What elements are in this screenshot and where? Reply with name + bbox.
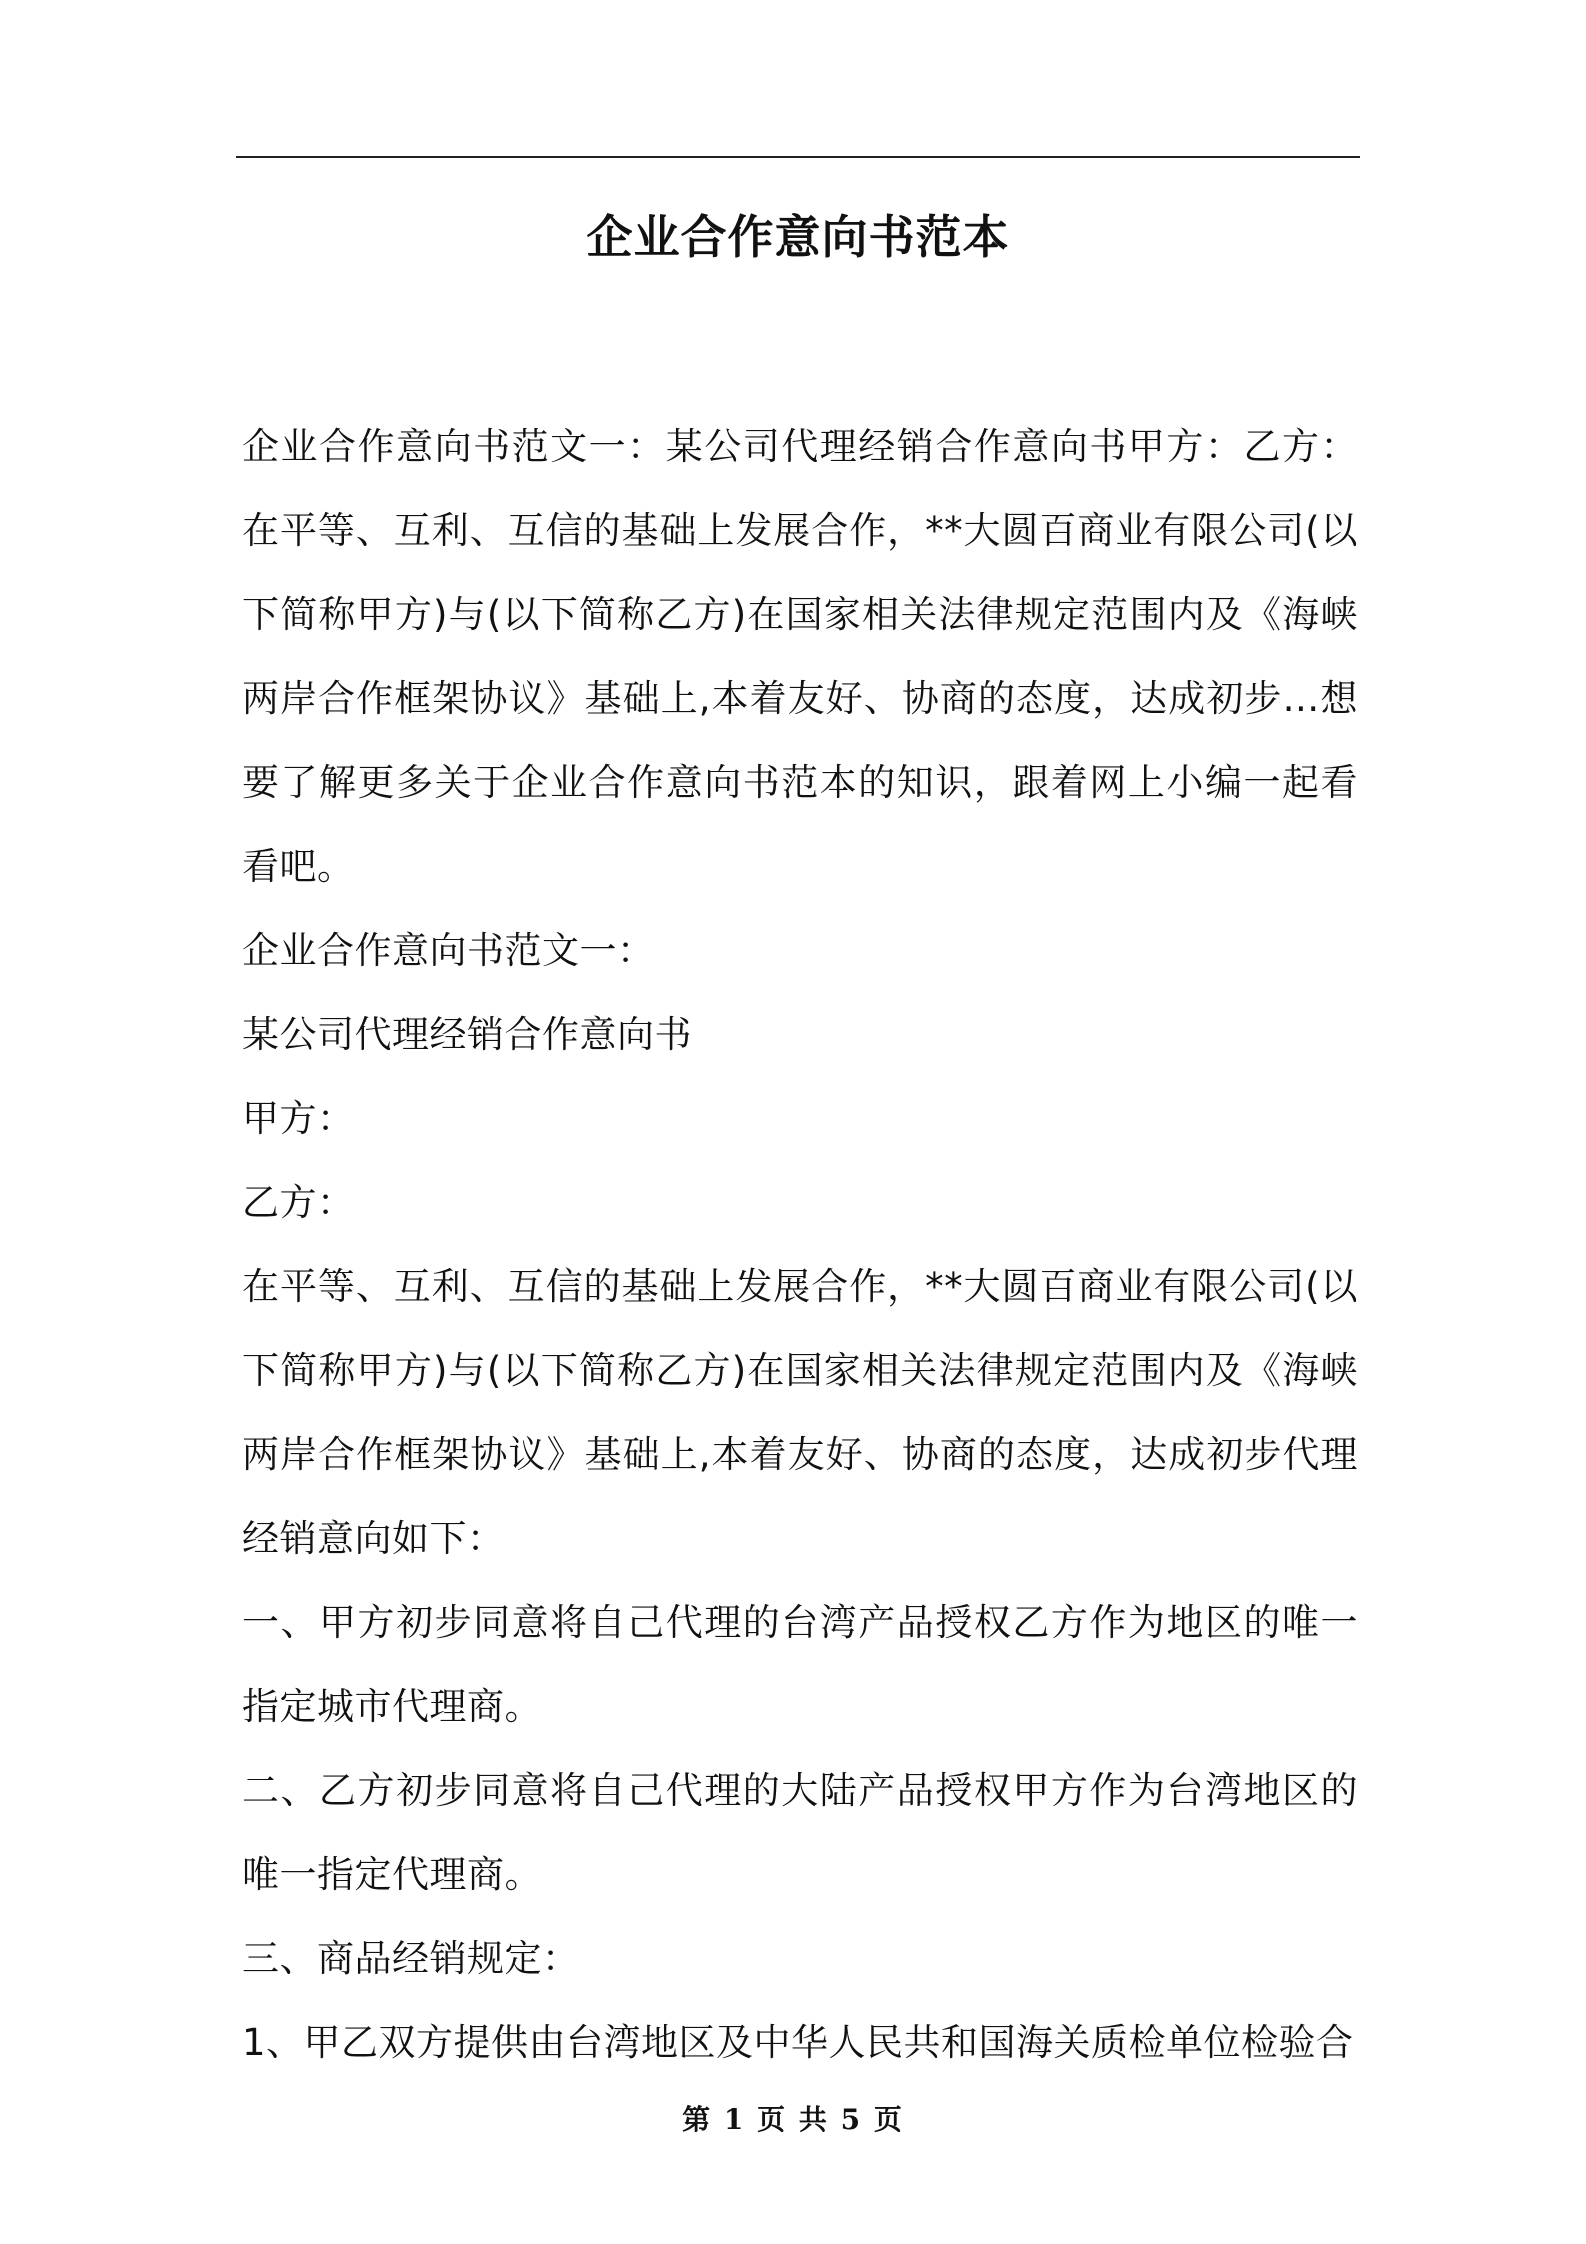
document-title: 企业合作意向书范本: [586, 210, 1010, 264]
clause-one: 一、甲方初步同意将自己代理的台湾产品授权乙方作为地区的唯一指定城市代理商。: [242, 1601, 1358, 1728]
clause-two: 二、乙方初步同意将自己代理的大陆产品授权甲方作为台湾地区的唯一指定代理商。: [242, 1769, 1358, 1896]
party-a-line: 甲方：: [242, 1097, 355, 1140]
sample-one-heading: 企业合作意向书范文一：: [242, 929, 655, 972]
page-number-footer: 第 1 页 共 5 页: [682, 2103, 904, 2136]
clause-three-heading: 三、商品经销规定：: [242, 1937, 580, 1980]
document-body: [242, 405, 1358, 2085]
header-rule: [236, 156, 1360, 158]
intro-paragraph: 企业合作意向书范文一：某公司代理经销合作意向书甲方：乙方：在平等、互利、互信的基础上发展合作，**大圆百商业有限公司(以下简称甲方)与(以下简称乙方)在国家相关法律规定范围内及《海峡两岸合作框架协议》基础上,本着友好、协商的态度，达成初步…想要了解更多关于企业合作意向书范本的知识，跟着网上小编一起看看吧。: [242, 425, 1358, 888]
preamble-paragraph: 在平等、互利、互信的基础上发展合作，**大圆百商业有限公司(以下简称甲方)与(以下简称乙方)在国家相关法律规定范围内及《海峡两岸合作框架协议》基础上,本着友好、协商的态度，达成初步代理经销意向如下：: [242, 1265, 1358, 1560]
clause-three-item-one: 1、甲乙双方提供由台湾地区及中华人民共和国海关质检单位检验合: [242, 2021, 1354, 2064]
party-b-line: 乙方：: [242, 1181, 355, 1224]
agreement-title: 某公司代理经销合作意向书: [242, 1013, 692, 1056]
